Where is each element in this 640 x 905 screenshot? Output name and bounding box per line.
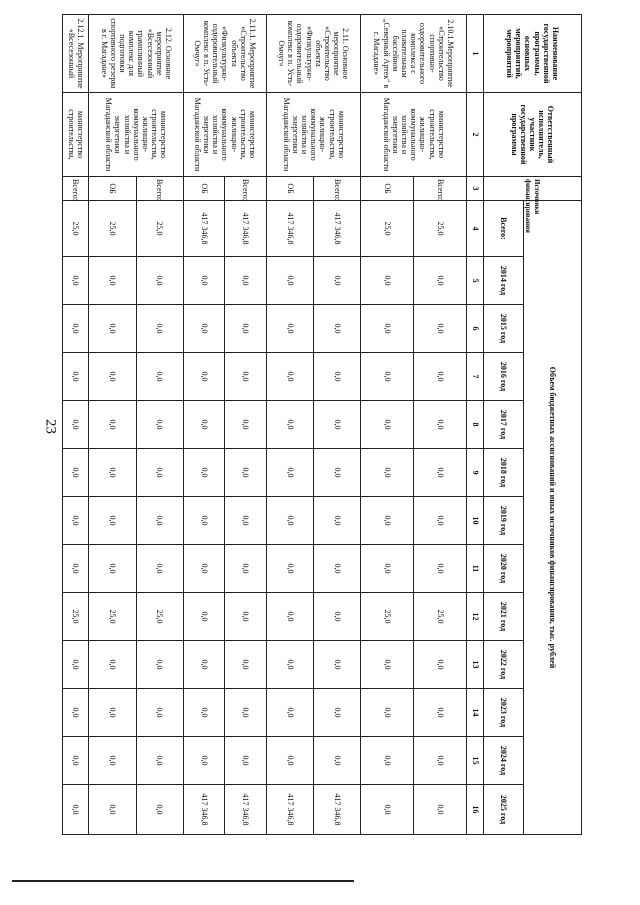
year-amount: 25,0 [361,593,414,641]
year-amount: 0,0 [414,353,467,401]
year-amount: 0,0 [89,257,136,305]
funding-source: ОБ [361,177,414,201]
total-amount: 25,0 [136,201,183,257]
year-amount: 0,0 [136,545,183,593]
funding-source: Всего: [136,177,183,201]
total-amount: 25,0 [63,201,89,257]
column-index: 10 [467,497,484,545]
year-amount: 0,0 [314,737,361,785]
year-amount: 0,0 [136,401,183,449]
year-amount: 0,0 [314,305,361,353]
year-amount: 0,0 [89,353,136,401]
year-amount: 0,0 [63,257,89,305]
column-index: 2 [467,93,484,177]
header-year: 2020 год [484,545,524,593]
year-amount: 0,0 [314,353,361,401]
year-amount: 0,0 [314,401,361,449]
year-amount: 0,0 [225,497,267,545]
footer-rule [12,880,354,882]
year-amount: 0,0 [89,497,136,545]
column-index: 7 [467,353,484,401]
budget-table-rotated [62,14,582,834]
column-index: 6 [467,305,484,353]
table-row [414,15,467,835]
year-amount: 0,0 [361,449,414,497]
year-amount: 0,0 [225,593,267,641]
year-amount: 0,0 [266,305,313,353]
total-amount: 417 346,8 [314,201,361,257]
year-amount: 417 346,8 [225,785,267,835]
column-index: 5 [467,257,484,305]
table-row [225,15,267,835]
responsible-executor: министерство строительства, [63,93,89,177]
header-year: 2015 год [484,305,524,353]
total-amount: 417 346,8 [225,201,267,257]
year-amount: 0,0 [63,785,89,835]
activity-name: 2.11. Основное мероприятие «Строительство объекта «Физкультурно-оздоровительный комплекс в п. Усть-Омчуг» [266,15,360,93]
year-amount: 25,0 [89,593,136,641]
total-amount: 25,0 [89,201,136,257]
year-amount: 0,0 [361,257,414,305]
column-index: 1 [467,15,484,93]
year-amount: 0,0 [414,641,467,689]
year-amount: 0,0 [136,449,183,497]
funding-source: Всего: [414,177,467,201]
total-amount: 417 346,8 [266,201,313,257]
responsible-executor: министерство строительства, жилищно-коммунального хозяйства и энергетики Магаданской области [266,93,360,177]
header-name: Наименование государственной программы, основных мероприятий, мероприятий [484,15,582,93]
funding-source: Всего: [314,177,361,201]
year-amount: 0,0 [414,401,467,449]
year-amount: 0,0 [414,785,467,835]
header-responsible: Ответственный исполнитель, участник государственной программы [484,93,582,177]
year-amount: 0,0 [183,497,225,545]
year-amount: 417 346,8 [183,785,225,835]
activity-name: 2.10.1.Мероприятие «Строительство спортивно-оздоровительного комплекса с плавательным бассейном „Северный Артек" в г. Магадане» [361,15,467,93]
year-amount: 0,0 [361,353,414,401]
year-amount: 0,0 [183,257,225,305]
column-index: 9 [467,449,484,497]
year-amount: 0,0 [225,449,267,497]
year-amount: 0,0 [414,305,467,353]
table-row [63,15,89,835]
year-amount: 0,0 [89,545,136,593]
year-amount: 0,0 [414,497,467,545]
year-amount: 25,0 [414,593,467,641]
year-amount: 0,0 [314,641,361,689]
header-year: 2024 год [484,737,524,785]
year-amount: 0,0 [266,449,313,497]
total-amount: 417 346,8 [183,201,225,257]
header-year: 2021 год [484,593,524,641]
year-amount: 0,0 [225,689,267,737]
year-amount: 0,0 [361,785,414,835]
header-source: Источники финансирования [484,177,582,201]
year-amount: 0,0 [225,353,267,401]
year-amount: 0,0 [361,641,414,689]
year-amount: 0,0 [89,305,136,353]
year-amount: 0,0 [266,737,313,785]
year-amount: 0,0 [183,641,225,689]
year-amount: 417 346,8 [266,785,313,835]
budget-table [62,14,582,835]
year-amount: 0,0 [89,689,136,737]
year-amount: 0,0 [89,449,136,497]
year-amount: 0,0 [266,497,313,545]
year-amount: 0,0 [183,689,225,737]
year-amount: 0,0 [414,737,467,785]
header-year: 2016 год [484,353,524,401]
year-amount: 0,0 [314,593,361,641]
year-amount: 0,0 [225,305,267,353]
year-amount: 0,0 [89,785,136,835]
header-year: 2019 год [484,497,524,545]
year-amount: 0,0 [361,497,414,545]
year-amount: 0,0 [361,401,414,449]
year-amount: 0,0 [136,737,183,785]
table-row [314,15,361,835]
year-amount: 0,0 [266,593,313,641]
header-year: 2025 год [484,785,524,835]
funding-source: ОБ [183,177,225,201]
year-amount: 0,0 [266,689,313,737]
year-amount: 0,0 [266,353,313,401]
responsible-executor: министерство строительства, жилищно-коммунального хозяйства и энергетики Магаданской области [183,93,266,177]
year-amount: 0,0 [183,353,225,401]
column-index-row [467,15,484,835]
year-amount: 0,0 [63,353,89,401]
funding-source: Всего: [225,177,267,201]
year-amount: 0,0 [63,737,89,785]
year-amount: 0,0 [63,545,89,593]
activity-name: 2.11.1. Мероприятие «Строительство объекта «Физкультурно-оздоровительный комплекс в п. Усть-Омчуг» [183,15,266,93]
header-total: Всего: [484,201,524,257]
page-number: 23 [42,419,59,434]
year-amount: 0,0 [183,593,225,641]
year-amount: 0,0 [361,545,414,593]
column-index: 14 [467,689,484,737]
total-amount: 25,0 [414,201,467,257]
year-amount: 0,0 [183,545,225,593]
year-amount: 0,0 [183,737,225,785]
year-amount: 0,0 [361,689,414,737]
column-index: 15 [467,737,484,785]
header-year: 2022 год [484,641,524,689]
header-volume: Объем бюджетных ассигнований и иных источников финансирования, тыс. рублей [524,201,582,835]
responsible-executor: министерство строительства, жилищно-коммунального хозяйства и энергетики Магаданской области [361,93,467,177]
year-amount: 0,0 [136,785,183,835]
funding-source: ОБ [89,177,136,201]
year-amount: 0,0 [414,257,467,305]
header-year: 2017 год [484,401,524,449]
year-amount: 0,0 [225,641,267,689]
year-amount: 0,0 [414,449,467,497]
year-amount: 0,0 [314,497,361,545]
activity-name: 2.12.1. Мероприятие «Всесезонный [63,15,89,93]
year-amount: 0,0 [225,401,267,449]
year-amount: 0,0 [225,737,267,785]
year-amount: 0,0 [225,545,267,593]
year-amount: 0,0 [89,737,136,785]
year-amount: 25,0 [136,593,183,641]
funding-source: ОБ [266,177,313,201]
year-amount: 0,0 [361,737,414,785]
year-amount: 0,0 [63,401,89,449]
year-amount: 0,0 [266,401,313,449]
year-amount: 0,0 [89,401,136,449]
year-amount: 0,0 [136,257,183,305]
year-amount: 0,0 [314,257,361,305]
year-amount: 0,0 [361,305,414,353]
year-amount: 0,0 [63,305,89,353]
year-amount: 25,0 [63,593,89,641]
year-amount: 0,0 [314,545,361,593]
column-index: 13 [467,641,484,689]
year-amount: 0,0 [183,401,225,449]
year-amount: 0,0 [266,257,313,305]
year-amount: 0,0 [63,449,89,497]
header-year: 2018 год [484,449,524,497]
year-amount: 0,0 [136,305,183,353]
total-amount: 25,0 [361,201,414,257]
year-amount: 0,0 [136,689,183,737]
year-amount: 0,0 [314,449,361,497]
year-amount: 0,0 [266,545,313,593]
year-amount: 0,0 [266,641,313,689]
column-index: 8 [467,401,484,449]
column-index: 11 [467,545,484,593]
column-index: 3 [467,177,484,201]
header-year: 2014 год [484,257,524,305]
column-index: 12 [467,593,484,641]
responsible-executor: министерство строительства, жилищно-коммунального хозяйства и энергетики Магаданской области [89,93,183,177]
column-index: 16 [467,785,484,835]
year-amount: 0,0 [183,305,225,353]
year-amount: 417 346,8 [314,785,361,835]
table-row [136,15,183,835]
year-amount: 0,0 [63,641,89,689]
year-amount: 0,0 [314,689,361,737]
year-amount: 0,0 [414,689,467,737]
year-amount: 0,0 [414,545,467,593]
year-amount: 0,0 [63,497,89,545]
column-index: 4 [467,201,484,257]
funding-source: Всего: [63,177,89,201]
activity-name: 2.12. Основное мероприятие «Всесезонный трамплинный комплекс для подготовки спортивного резерва в г. Магадане» [89,15,183,93]
header-year: 2023 год [484,689,524,737]
year-amount: 0,0 [183,449,225,497]
year-amount: 0,0 [89,641,136,689]
year-amount: 0,0 [136,497,183,545]
year-amount: 0,0 [136,641,183,689]
year-amount: 0,0 [136,353,183,401]
year-amount: 0,0 [63,689,89,737]
year-amount: 0,0 [225,257,267,305]
